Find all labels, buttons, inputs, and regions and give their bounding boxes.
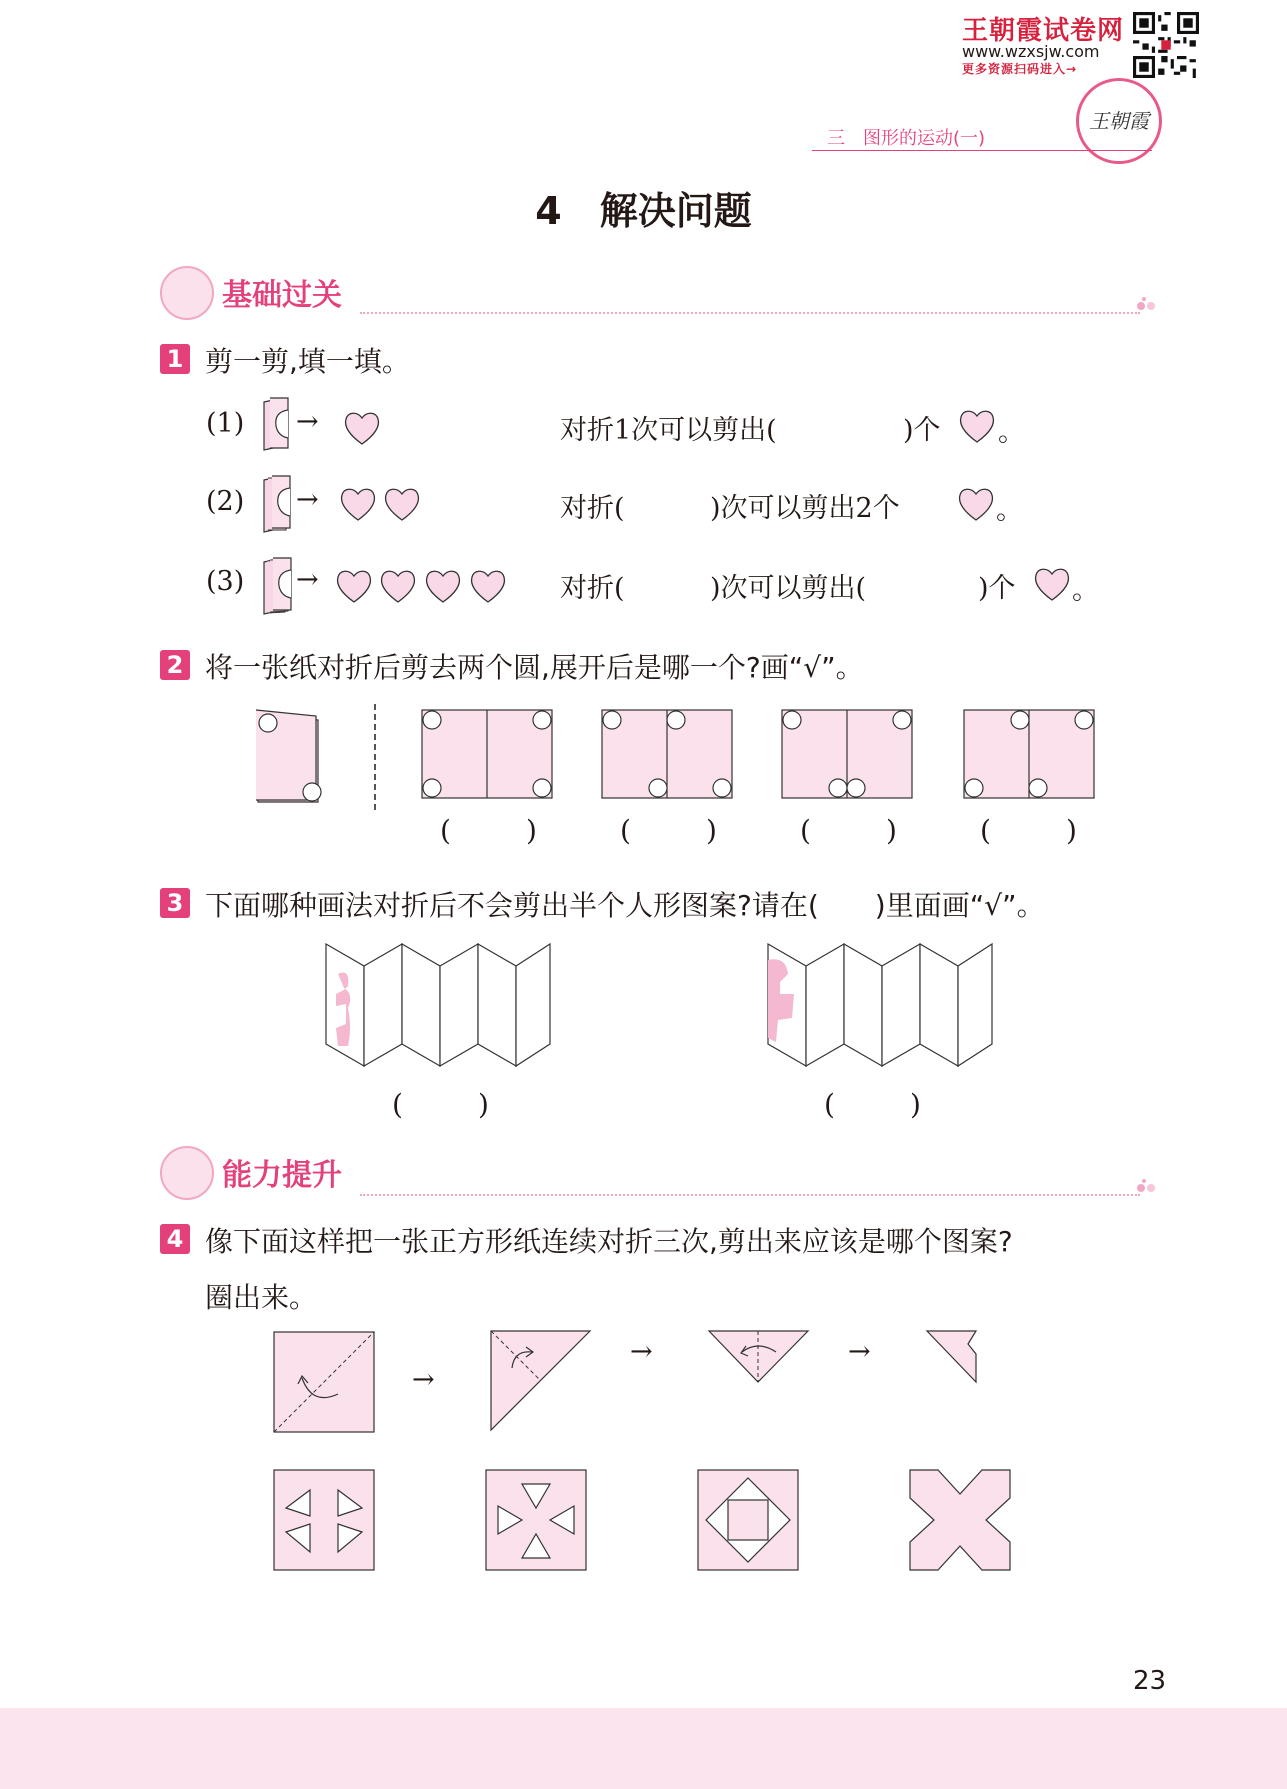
- arrow: →: [630, 1336, 653, 1367]
- answer-blank-open: (: [392, 1088, 403, 1121]
- arrow: →: [296, 484, 319, 515]
- arrow: →: [296, 564, 319, 595]
- fill-text: )次可以剪出(: [710, 573, 867, 604]
- answer-blank-close: ): [478, 1088, 489, 1121]
- question-prompt-cont: 圈出来。: [205, 1281, 318, 1314]
- fill-text: 。: [1072, 575, 1099, 606]
- mascot-icon: [160, 266, 214, 320]
- heart-icon: [956, 484, 996, 524]
- fold-step-cut-piece: [924, 1328, 980, 1388]
- arrow: →: [296, 406, 319, 437]
- fold-step-triangle: [488, 1328, 594, 1434]
- page-number: 23: [1133, 1666, 1167, 1696]
- answer-blank-open: (: [620, 814, 631, 847]
- answer-blank-close: ): [526, 814, 537, 847]
- brand-scan-hint: 更多资源扫码进入→: [962, 62, 1078, 76]
- folded-paper-icon: [260, 474, 294, 534]
- unit-underline: [812, 150, 1152, 151]
- answer-blank-close: ): [706, 814, 717, 847]
- answer-blank-open: (: [800, 814, 811, 847]
- question-number: 3: [160, 888, 190, 918]
- section-divider: [360, 312, 1140, 314]
- brand-seal-logo: 王朝霞: [1076, 78, 1162, 164]
- choice-pattern[interactable]: [696, 1468, 800, 1572]
- question-number: 1: [160, 344, 190, 374]
- answer-blank-close: ): [886, 814, 897, 847]
- question-prompt: 像下面这样把一张正方形纸连续对折三次,剪出来应该是哪个图案?: [205, 1225, 1013, 1258]
- section-title-basic: 基础过关: [222, 278, 342, 313]
- fill-text: 对折1次可以剪出(: [560, 415, 777, 446]
- dots-decoration-icon: [1136, 296, 1158, 314]
- heart-icon: [957, 406, 997, 446]
- fill-text: 对折(: [560, 573, 625, 604]
- qr-code-icon[interactable]: [1133, 12, 1199, 78]
- arrow: →: [412, 1364, 435, 1395]
- bottom-decoration-band: [0, 1708, 1287, 1789]
- separator-dashed-line: [374, 704, 376, 810]
- folded-paper-with-circles: [254, 706, 328, 808]
- answer-blank-close: ): [1066, 814, 1077, 847]
- folded-paper-icon: [260, 396, 294, 452]
- question-number: 2: [160, 650, 190, 680]
- accordion-fold-figure: [322, 938, 554, 1070]
- heart-icon: [342, 408, 382, 448]
- folded-paper-icon: [260, 556, 294, 616]
- unit-label: 三 图形的运动(一): [827, 128, 986, 149]
- question-prompt: 下面哪种画法对折后不会剪出半个人形图案?请在( )里面画“√”。: [205, 889, 1045, 922]
- answer-blank-open: (: [440, 814, 451, 847]
- answer-blank-open: (: [824, 1088, 835, 1121]
- fill-text: )个: [978, 573, 1016, 604]
- heart-row-icon: [334, 564, 514, 606]
- question-number: 4: [160, 1224, 190, 1254]
- choice-pattern[interactable]: [484, 1468, 588, 1572]
- fill-text: 。: [996, 495, 1023, 526]
- option-unfolded-paper: [420, 708, 560, 802]
- heart-icon: [1032, 564, 1072, 604]
- brand-title: 王朝霞试卷网: [962, 16, 1125, 46]
- fold-step-square: [272, 1330, 376, 1434]
- question-prompt: 将一张纸对折后剪去两个圆,展开后是哪一个?画“√”。: [205, 651, 864, 684]
- choice-pattern[interactable]: [908, 1468, 1012, 1572]
- fill-text: 。: [998, 417, 1025, 448]
- heart-pair-icon: [338, 482, 428, 524]
- fold-step-small-triangle: [706, 1328, 812, 1388]
- option-unfolded-paper: [780, 708, 920, 802]
- question-prompt: 剪一剪,填一填。: [205, 345, 410, 378]
- mascot-icon: [160, 1146, 214, 1200]
- section-divider: [360, 1194, 1140, 1196]
- section-title-advanced: 能力提升: [222, 1158, 342, 1193]
- accordion-fold-figure: [764, 938, 996, 1070]
- answer-blank-open: (: [980, 814, 991, 847]
- brand-url[interactable]: www.wzxsjw.com: [962, 42, 1100, 61]
- option-unfolded-paper: [962, 708, 1102, 802]
- fill-text: 对折(: [560, 493, 625, 524]
- fill-text: )个: [903, 415, 941, 446]
- lesson-title: 4 解决问题: [535, 189, 752, 233]
- arrow: →: [848, 1336, 871, 1367]
- choice-pattern[interactable]: [272, 1468, 376, 1572]
- option-unfolded-paper: [600, 708, 740, 802]
- fill-text: )次可以剪出2个: [710, 493, 900, 524]
- item-label: (1): [206, 408, 245, 439]
- answer-blank-close: ): [910, 1088, 921, 1121]
- dots-decoration-icon: [1136, 1178, 1158, 1196]
- item-label: (3): [206, 566, 245, 597]
- item-label: (2): [206, 486, 245, 517]
